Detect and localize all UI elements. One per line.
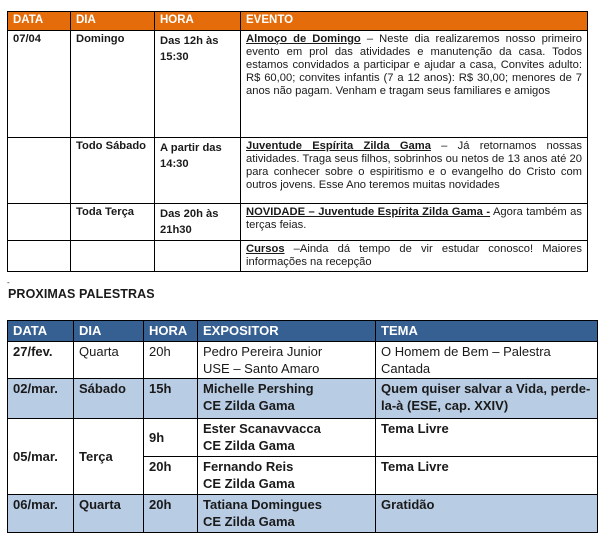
talk-topic: O Homem de Bem – Palestra Cantada — [376, 342, 598, 379]
event-title: Almoço de Domingo — [246, 33, 361, 45]
talks-header-speaker: EXPOSITOR — [198, 321, 376, 342]
event-text: Agora também as terças feias. — [246, 206, 582, 231]
talk-speaker — [198, 379, 376, 419]
talk-day: Quarta — [74, 495, 144, 533]
talk-topic: Tema Livre — [376, 457, 598, 495]
events-header-date: DATA — [8, 12, 71, 31]
speaker-org: CE Zilda Gama — [203, 398, 295, 413]
talk-row — [8, 379, 598, 419]
event-description — [241, 241, 588, 272]
event-time: A partir das 14:30 — [155, 138, 241, 204]
talk-date: 27/fev. — [8, 342, 74, 379]
event-row — [8, 204, 588, 241]
event-row — [8, 138, 588, 204]
talk-topic: Quem quiser salvar a Vida, perde-la-à (ESE, cap. XXIV) — [376, 379, 598, 419]
talk-speaker — [198, 342, 376, 379]
speaker-name: Tatiana Domingues — [203, 497, 322, 512]
speaker-org: CE Zilda Gama — [203, 476, 295, 491]
event-day: Domingo — [71, 31, 155, 138]
event-day — [71, 241, 155, 272]
talk-speaker — [198, 419, 376, 457]
speaker-org: CE Zilda Gama — [203, 438, 295, 453]
speaker-name: Ester Scanavvacca — [203, 421, 321, 436]
event-description — [241, 138, 588, 204]
event-time — [155, 241, 241, 272]
talk-day: Quarta — [74, 342, 144, 379]
events-header-time: HORA — [155, 12, 241, 31]
talk-speaker — [198, 495, 376, 533]
events-header-row — [8, 12, 588, 31]
talk-speaker — [198, 457, 376, 495]
talk-time: 9h — [144, 419, 198, 457]
talks-table — [7, 320, 598, 533]
talks-header-day: DIA — [74, 321, 144, 342]
event-day: Toda Terça — [71, 204, 155, 241]
talk-row — [8, 495, 598, 533]
event-row — [8, 241, 588, 272]
talks-header-time: HORA — [144, 321, 198, 342]
events-header-day: DIA — [71, 12, 155, 31]
event-text: – Já retornamos nossas atividades. Traga seus filhos, sobrinhos ou netos de 13 anos até 20 para conhecer sobre o espiritismo e o evangelho do Cristo com outros jovens. Esse Ano teremos muitas novidades — [246, 140, 582, 191]
talk-date: 05/mar. — [8, 419, 74, 495]
talk-topic: Gratidão — [376, 495, 598, 533]
talk-time: 20h — [144, 342, 198, 379]
section-title: PROXIMAS PALESTRAS — [8, 287, 155, 301]
talk-row — [8, 419, 598, 457]
event-title: Cursos — [246, 243, 285, 255]
event-date — [8, 204, 71, 241]
separator-dash: - — [7, 278, 10, 287]
talks-header-row — [8, 321, 598, 342]
speaker-name: Fernando Reis — [203, 459, 294, 474]
talks-header-date: DATA — [8, 321, 74, 342]
speaker-name: Michelle Pershing — [203, 381, 314, 396]
talks-header-topic: TEMA — [376, 321, 598, 342]
events-table — [7, 11, 588, 272]
event-time: Das 20h às 21h30 — [155, 204, 241, 241]
speaker-org: USE – Santo Amaro — [203, 361, 320, 376]
event-text: – Neste dia realizaremos nosso primeiro evento em prol das atividades e manutenção da casa. Todos estamos convidados a participar e ajudar a casa, Convites adulto: R$ 60,00; convites infantis (7 a 12 anos): R$ 30,00; menores de 7 anos não pagam. Venham e tragam seus familiares e amigos — [246, 33, 582, 97]
speaker-name: Pedro Pereira Junior — [203, 344, 323, 359]
event-time: Das 12h às 15:30 — [155, 31, 241, 138]
event-description — [241, 204, 588, 241]
event-date — [8, 138, 71, 204]
speaker-org: CE Zilda Gama — [203, 514, 295, 529]
talk-time: 15h — [144, 379, 198, 419]
event-date — [8, 241, 71, 272]
event-title: Juventude Espírita Zilda Gama — [246, 140, 431, 152]
talk-day: Sábado — [74, 379, 144, 419]
talk-day: Terça — [74, 419, 144, 495]
event-date: 07/04 — [8, 31, 71, 138]
talk-date: 06/mar. — [8, 495, 74, 533]
talk-time: 20h — [144, 495, 198, 533]
event-title: NOVIDADE – Juventude Espírita Zilda Gama - — [246, 206, 491, 218]
events-header-event: EVENTO — [241, 12, 588, 31]
talk-time: 20h — [144, 457, 198, 495]
event-description — [241, 31, 588, 138]
event-text: –Ainda dá tempo de vir estudar conosco! Maiores informações na recepção — [246, 243, 582, 268]
event-day: Todo Sábado — [71, 138, 155, 204]
talk-row — [8, 342, 598, 379]
event-row — [8, 31, 588, 138]
talk-topic: Tema Livre — [376, 419, 598, 457]
talk-date: 02/mar. — [8, 379, 74, 419]
